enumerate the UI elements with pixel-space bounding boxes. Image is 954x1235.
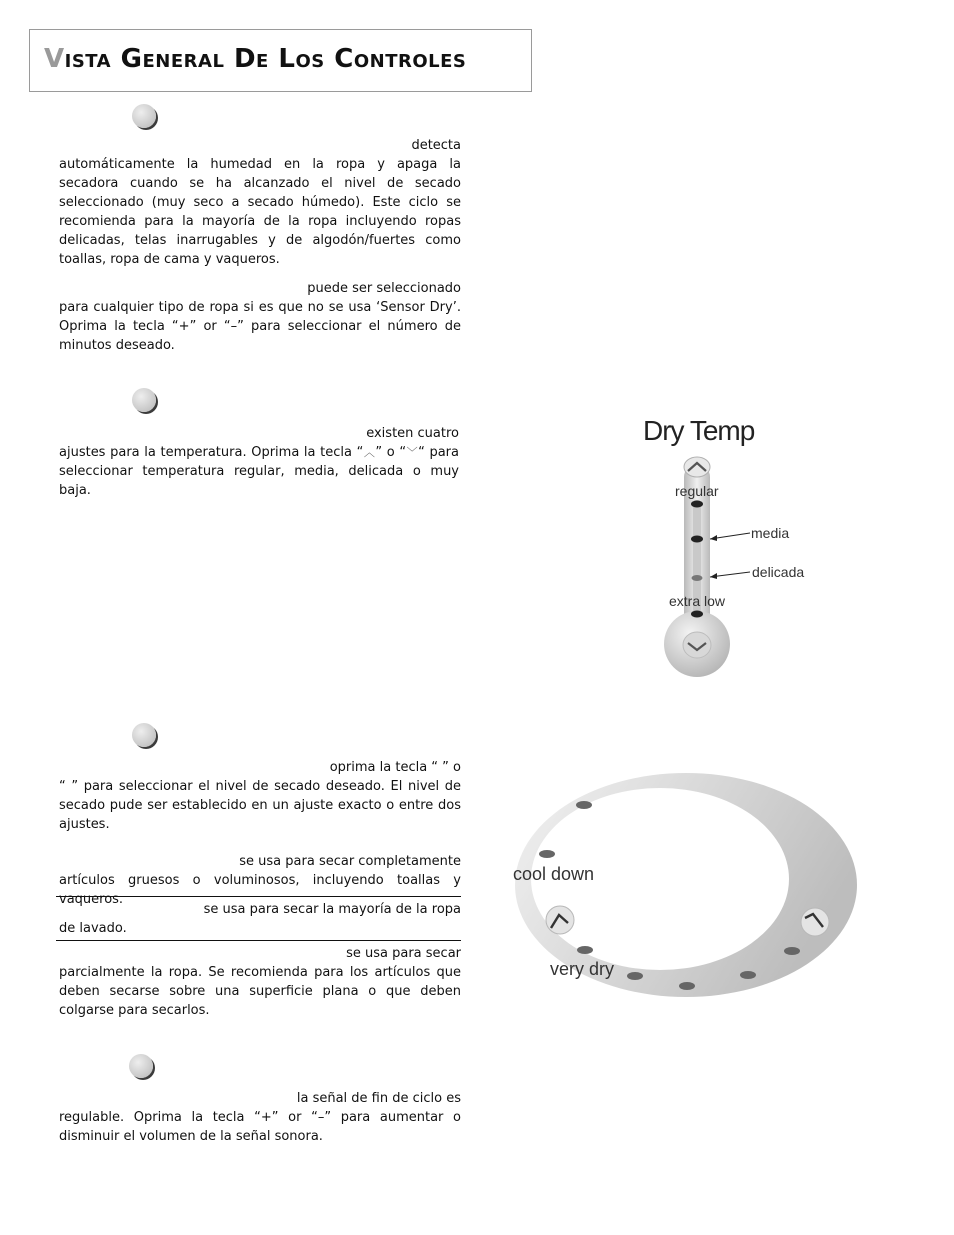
dryness-left-button[interactable] bbox=[546, 906, 574, 934]
dry-temp-title: Dry Temp bbox=[643, 415, 755, 446]
para-lead: detecta bbox=[411, 138, 461, 153]
para-lead: oprima la tecla “ ” o bbox=[329, 760, 461, 775]
temp-up-button[interactable] bbox=[684, 457, 710, 477]
temp-dot-extra-low bbox=[691, 611, 703, 618]
dryness-dot bbox=[740, 971, 756, 979]
label-media: media bbox=[751, 525, 790, 541]
down-arrow-icon: ﹀ bbox=[406, 446, 419, 459]
dryness-right-button[interactable] bbox=[801, 908, 829, 936]
section-bullet-2 bbox=[132, 388, 156, 412]
dry-temp-paragraph bbox=[59, 424, 459, 500]
label-regular: regular bbox=[675, 483, 719, 499]
section-bullet-4 bbox=[129, 1054, 153, 1078]
pointer-media-head bbox=[710, 535, 717, 541]
para-lead: existen cuatro bbox=[366, 426, 459, 441]
para-body: para cualquier tipo de ropa si es que no se usa ‘Sensor Dry’. Oprima la tecla “+” or “–” para seleccionar el número de minutos deseado. bbox=[59, 300, 461, 353]
temp-dot-media bbox=[691, 536, 703, 543]
para-lead: puede ser seleccionado bbox=[307, 281, 461, 296]
label-very-dry: very dry bbox=[550, 959, 615, 979]
label-extra-low: extra low bbox=[669, 593, 726, 609]
dryness-level-paragraph bbox=[59, 758, 461, 834]
para-body-c: “ para seleccionar temperatura regular, media, delicada o muy baja. bbox=[59, 445, 459, 498]
dryness-dot bbox=[539, 850, 555, 858]
pointer-delicada-head bbox=[710, 573, 717, 579]
sensor-dry-paragraph bbox=[59, 136, 461, 269]
title-first-letter: V bbox=[44, 44, 65, 74]
label-delicada: delicada bbox=[752, 564, 805, 580]
para-body: regulable. Oprima la tecla “+” or “–” para aumentar o disminuir el volumen de la señal sonora. bbox=[59, 1110, 461, 1144]
section-bullet-1 bbox=[132, 104, 156, 128]
title-rest: ista General De Los Controles bbox=[64, 44, 467, 74]
dryness-dot bbox=[627, 972, 643, 980]
page-title bbox=[44, 44, 466, 74]
para-body-a: ajustes para la temperatura. Oprima la tecla “ bbox=[59, 445, 364, 460]
temp-dot-delicada bbox=[692, 575, 703, 581]
para-lead: se usa para secar completamente bbox=[239, 854, 461, 869]
divider bbox=[56, 896, 461, 897]
dryness-dot bbox=[576, 801, 592, 809]
para-body: “ ” para seleccionar el nivel de secado deseado. El nivel de secado pude ser establecido en un ajuste exacto o entre dos ajustes. bbox=[59, 779, 461, 832]
temp-dot-regular bbox=[691, 501, 703, 508]
section-bullet-3 bbox=[132, 723, 156, 747]
para-body: parcialmente la ropa. Se recomienda para los artículos que deben secarse sobre una superficie plana o que deben colgarse para secarlos. bbox=[59, 965, 461, 1018]
dry-temp-panel bbox=[600, 400, 860, 690]
para-body: artículos gruesos o voluminosos, incluyendo toallas y vaqueros. bbox=[59, 873, 461, 907]
para-lead: se usa para secar bbox=[346, 946, 461, 961]
normal-dry-paragraph bbox=[59, 900, 461, 938]
para-body: de lavado. bbox=[59, 921, 127, 936]
para-lead: se usa para secar la mayoría de la ropa bbox=[203, 902, 461, 917]
dryness-dot bbox=[577, 946, 593, 954]
dryness-dot bbox=[679, 982, 695, 990]
divider bbox=[56, 940, 461, 941]
signal-paragraph bbox=[59, 1089, 461, 1146]
para-body: automáticamente la humedad en la ropa y apaga la secadora cuando se ha alcanzado el nivel de secado seleccionado (muy seco a secado húmedo). Este ciclo se recomienda para la mayoría de la ropa incluyendo ropas delicadas, telas inarrugables y de algodón/fuertes como toallas, ropa de cama y vaqueros. bbox=[59, 157, 461, 267]
para-lead: la señal de fin de ciclo es bbox=[296, 1091, 461, 1106]
para-body-b: ” o “ bbox=[375, 445, 407, 460]
damp-dry-paragraph bbox=[59, 944, 461, 1020]
dryness-dot bbox=[784, 947, 800, 955]
label-cool-down: cool down bbox=[513, 864, 595, 884]
timed-dry-paragraph bbox=[59, 279, 461, 355]
dryness-panel bbox=[505, 765, 865, 1005]
temp-bulb-inner bbox=[683, 632, 711, 658]
title-box bbox=[29, 29, 532, 92]
up-arrow-icon: ︿ bbox=[363, 446, 376, 459]
